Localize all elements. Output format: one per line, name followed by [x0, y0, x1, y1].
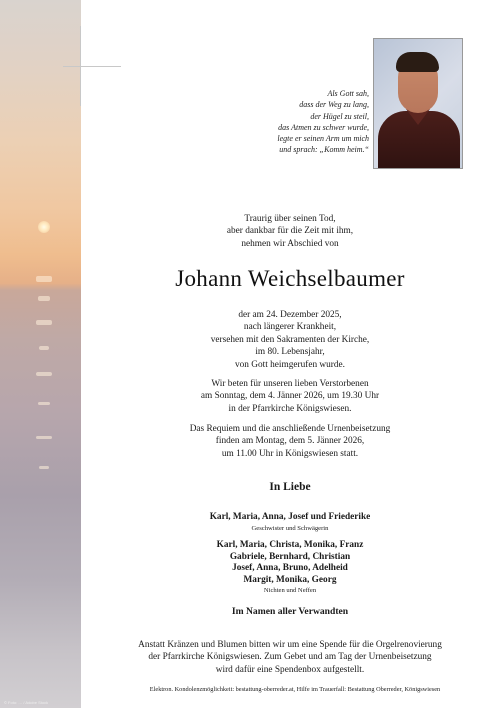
- death-line: der am 24. Dezember 2025,: [238, 310, 342, 320]
- sunset-sidebar-image: [0, 0, 81, 708]
- requiem-line: Das Requiem und die anschließende Urnenbeisetzung: [189, 424, 391, 434]
- prayer-info: [100, 378, 480, 415]
- poem-line: Als Gott sah,: [327, 89, 369, 98]
- death-line: versehen mit den Sakramenten der Kirche,: [210, 334, 370, 345]
- water-reflection: [36, 372, 52, 376]
- family-names: Margit, Monika, Georg: [243, 574, 337, 585]
- family-nieces-nephews: [100, 540, 480, 595]
- death-notice: [100, 309, 480, 371]
- prayer-line: Wir beten für unseren lieben Verstorbenen: [211, 379, 369, 389]
- poem-line: dass der Weg zu lang,: [299, 100, 369, 110]
- donation-request: [100, 639, 480, 676]
- donation-line: der Pfarrkirche Königswiesen. Zum Gebet und am Tag der Urnenbeisetzung: [148, 652, 432, 663]
- death-line: nach längerer Krankheit,: [243, 322, 337, 333]
- poem-line: legte er seinen Arm um mich: [277, 134, 369, 144]
- intro-text: [100, 213, 480, 250]
- sun-icon: [38, 221, 50, 233]
- donation-line: wird dafür eine Spendenbox aufgestellt.: [215, 664, 365, 675]
- family-siblings: [100, 512, 480, 533]
- water-reflection: [36, 276, 52, 282]
- family-names: Gabriele, Bernhard, Christian: [229, 551, 351, 562]
- water-reflection: [38, 402, 50, 405]
- deceased-name: Johann Weichselbaumer: [175, 266, 405, 291]
- intro-line: nehmen wir Abschied von: [241, 238, 339, 249]
- donation-line: Anstatt Kränzen und Blumen bitten wir um eine Spende für die Orgelrenovierung: [138, 640, 442, 650]
- requiem-line: finden am Montag, dem 5. Jänner 2026,: [215, 436, 365, 447]
- intro-line: Traurig über seinen Tod,: [244, 214, 336, 224]
- footer-contact: Elektron. Kondolenzmöglichkeit: bestattung-oberreder.at, Hilfe im Trauerfall: Bestattung Oberreder, Königswiesen: [149, 686, 441, 693]
- poem-line: das Atmen zu schwer wurde,: [278, 122, 369, 132]
- relatives-line: Im Namen aller Verwandten: [231, 606, 349, 617]
- in-liebe-heading: In Liebe: [269, 481, 311, 493]
- water-reflection: [38, 296, 50, 301]
- intro-line: aber dankbar für die Zeit mit ihm,: [226, 226, 354, 237]
- requiem-line: um 11.00 Uhr in Königswiesen statt.: [221, 448, 359, 459]
- portrait-photo: [373, 38, 463, 169]
- death-line: von Gott heimgerufen wurde.: [235, 359, 345, 370]
- prayer-line: in der Pfarrkirche Königswiesen.: [228, 403, 352, 414]
- family-relation: Geschwister und Schwägerin: [251, 524, 329, 532]
- image-credit: © Foto: … / Adobe Stock: [4, 700, 49, 705]
- requiem-info: [100, 423, 480, 460]
- family-names: Josef, Anna, Bruno, Adelheid: [232, 563, 348, 573]
- poem: [277, 88, 369, 156]
- family-relation: Nichten und Neffen: [263, 587, 317, 594]
- death-line: im 80. Lebensjahr,: [255, 347, 325, 358]
- family-names: Karl, Maria, Christa, Monika, Franz: [216, 540, 364, 550]
- poem-line: der Hügel zu steil,: [310, 111, 369, 121]
- poem-line: und sprach: „Komm heim.“: [279, 145, 369, 155]
- water-reflection: [39, 466, 49, 469]
- family-names: Karl, Maria, Anna, Josef und Friederike: [209, 512, 371, 522]
- water-reflection: [36, 320, 52, 325]
- water-reflection: [36, 436, 52, 439]
- water-reflection: [39, 346, 49, 350]
- cross-icon-horizontal: [63, 66, 121, 67]
- prayer-line: am Sonntag, dem 4. Jänner 2026, um 19.30 Uhr: [200, 391, 380, 402]
